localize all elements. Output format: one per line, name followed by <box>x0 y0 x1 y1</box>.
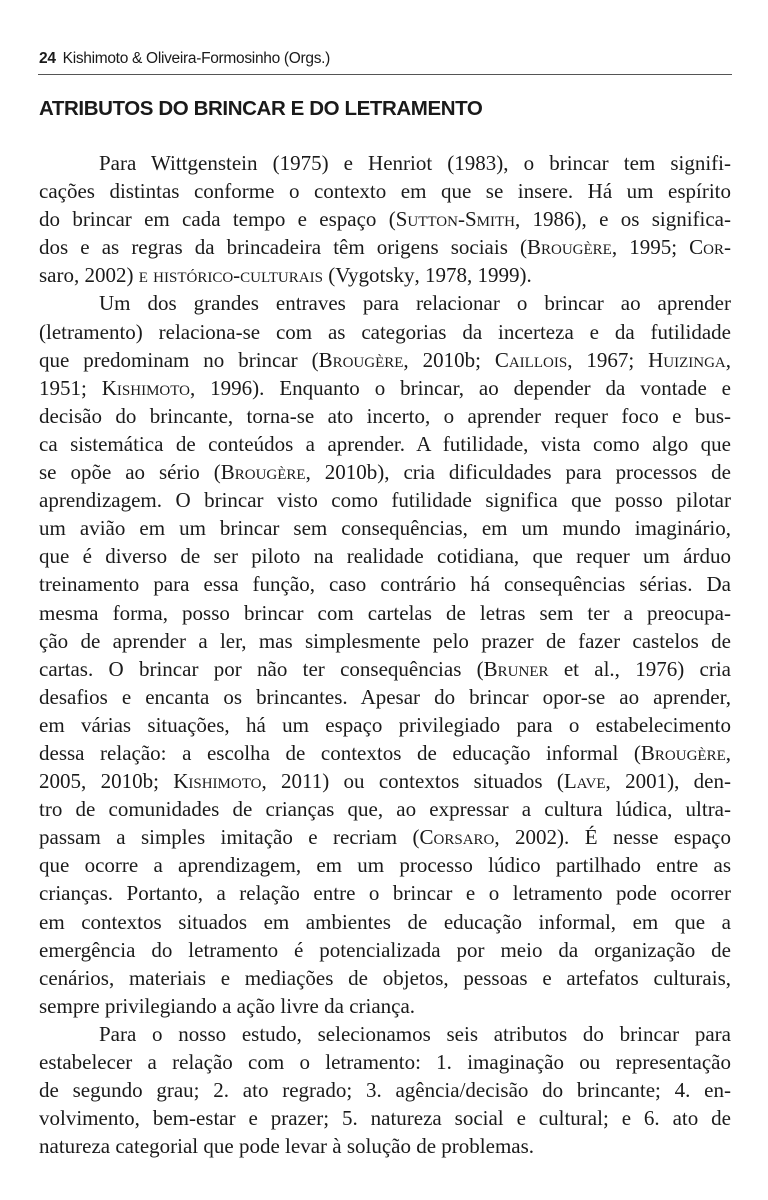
text-segment: ção de aprender a ler, mas simplesmente pelo prazer de fazer castelos de <box>39 628 731 653</box>
header-rule <box>38 74 732 75</box>
text-segment: et al., 1976) cria <box>548 656 731 681</box>
text-segment: desafios e encanta os brincantes. Apesar do brincar opor-se ao aprender, <box>39 684 731 709</box>
text-segment: cações distintas conforme o contexto em que se insere. Há um espírito <box>39 179 731 204</box>
text-line <box>39 1048 731 1076</box>
citation-author: Corsaro <box>419 825 495 850</box>
text-segment: mesma forma, posso brincar com cartelas de letras sem ter a preocupa- <box>39 600 731 625</box>
text-segment: , <box>725 347 732 372</box>
text-line <box>39 1020 731 1048</box>
citation-author: Cor- <box>689 235 731 260</box>
text-line <box>39 711 731 739</box>
paragraph <box>39 149 731 289</box>
text-segment: que ocorre a aprendizagem, em um processo lúdico partilhado entre as <box>39 853 731 878</box>
text-line <box>39 627 731 655</box>
text-segment: ca sistemática de conteúdos a aprender. A futilidade, vista como algo que <box>39 431 731 456</box>
text-segment: cenários, materiais e mediações de objetos, pessoas e artefatos culturais, <box>39 965 731 990</box>
citation-author: Brougère <box>640 740 726 765</box>
text-segment: um avião em um brincar sem consequências, em um mundo imaginário, <box>39 516 731 541</box>
text-segment: saro <box>39 263 74 288</box>
text-segment: Um dos grandes entraves para relacionar o brincar ao aprender <box>99 291 731 316</box>
text-line <box>39 823 731 851</box>
text-segment: , 1996). Enquanto o brincar, ao depender da vontade e <box>190 375 731 400</box>
text-segment: volvimento, bem-estar e prazer; 5. natureza social e cultural; e 6. ato de <box>39 1106 731 1131</box>
citation-author: Sutton-Smith <box>395 207 515 232</box>
text-line <box>39 458 731 486</box>
citation-author: Bruner <box>483 656 549 681</box>
text-line <box>39 1132 731 1160</box>
citation-author: Lave <box>563 769 606 794</box>
text-line <box>39 908 731 936</box>
text-line <box>39 599 731 627</box>
running-title: Kishimoto & Oliveira-Formosinho (Orgs.) <box>62 50 331 67</box>
text-segment: sempre privilegiando a ação livre da criança. <box>39 993 416 1018</box>
text-line <box>39 318 731 346</box>
text-line <box>39 1104 731 1132</box>
text-line <box>39 879 731 907</box>
text-segment: Para o nosso estudo, selecionamos seis atributos do brincar para <box>99 1021 731 1046</box>
text-segment: (letramento) relaciona-se com as categorias da incerteza e da futilidade <box>39 319 731 344</box>
text-line <box>39 964 731 992</box>
text-line <box>39 936 731 964</box>
text-line <box>39 402 731 430</box>
text-line <box>39 795 731 823</box>
text-segment: natureza categorial que pode levar à solução de problemas. <box>39 1134 535 1159</box>
text-line <box>39 851 731 879</box>
text-segment: , <box>725 740 731 765</box>
text-line <box>39 289 731 317</box>
text-segment: aprendizagem. O brincar visto como futilidade significa que posso pilotar <box>39 488 731 513</box>
section-heading: ATRIBUTOS DO BRINCAR E DO LETRAMENTO <box>39 97 483 120</box>
text-line <box>39 374 731 402</box>
text-segment: , 2001), den- <box>605 769 731 794</box>
citation-author: Kishimoto <box>173 769 262 794</box>
citation-author: Brougère <box>318 347 404 372</box>
text-segment: , 1986), e os significa- <box>514 207 731 232</box>
text-line <box>39 542 731 570</box>
text-segment: treinamento para essa função, caso contrário há consequências sérias. Da <box>39 572 731 597</box>
page-number: 24 <box>39 50 56 67</box>
text-segment: tro de comunidades de crianças que, ao expressar a cultura lúdica, ultra- <box>39 797 731 822</box>
text-segment: , 1967; <box>567 347 649 372</box>
text-line <box>39 430 731 458</box>
text-segment: 1951; <box>39 375 102 400</box>
text-segment: que predominam no brincar ( <box>39 347 319 372</box>
text-line <box>39 514 731 542</box>
text-segment: cartas. O brincar por não ter consequências ( <box>39 656 484 681</box>
text-segment: dos e as regras da brincadeira têm origens sociais ( <box>39 235 527 260</box>
text-line <box>39 683 731 711</box>
text-line <box>39 1076 731 1104</box>
text-segment: , 2010b), cria dificuldades para processos de <box>305 460 731 485</box>
text-line <box>39 261 731 289</box>
text-segment: crianças. Portanto, a relação entre o brincar e o letramento pode ocorrer <box>39 881 731 906</box>
running-header <box>39 50 731 68</box>
text-segment: , 2002). É nesse espaço <box>494 825 731 850</box>
text-line <box>39 346 731 374</box>
text-segment: em várias situações, há um espaço privilegiado para o estabelecimento <box>39 712 731 737</box>
text-line <box>39 233 731 261</box>
citation-author: Kishimoto <box>101 375 190 400</box>
text-segment: , 2010b; <box>403 347 495 372</box>
text-segment: decisão do brincante, torna-se ato incerto, o aprender requer foco e bus- <box>39 403 731 428</box>
text-line <box>39 149 731 177</box>
text-segment: que é diverso de ser piloto na realidade cotidiana, que requer um árduo <box>39 544 731 569</box>
citation-author: Brougère <box>527 235 612 260</box>
text-segment: passam a simples imitação e recriam ( <box>39 825 420 850</box>
body-text <box>39 149 731 1160</box>
citation-author: Huizinga <box>648 347 726 372</box>
text-line <box>39 205 731 233</box>
citation-author: Caillois <box>494 347 568 372</box>
text-line <box>39 486 731 514</box>
citation-author: Brougère <box>220 460 306 485</box>
text-segment: emergência do letramento é potencializada por meio da organização de <box>39 937 731 962</box>
text-segment: , 1995; <box>611 235 690 260</box>
text-segment: dessa relação: a escolha de contextos de educação informal ( <box>39 740 641 765</box>
text-segment: Vygotsky <box>335 263 415 288</box>
text-segment: em contextos situados em ambientes de educação informal, em que a <box>39 909 731 934</box>
text-line <box>39 177 731 205</box>
text-segment: estabelecer a relação com o letramento: 1. imaginação ou representação <box>39 1050 731 1074</box>
text-line <box>39 739 731 767</box>
text-line <box>39 570 731 598</box>
text-segment: 2005, 2010b; <box>39 769 174 794</box>
text-line <box>39 767 731 795</box>
text-segment: se opõe ao sério ( <box>39 460 221 485</box>
paragraph <box>39 1020 731 1160</box>
text-line <box>39 655 731 683</box>
text-segment: , 2011) ou contextos situados ( <box>261 769 564 794</box>
text-segment: do brincar em cada tempo e espaço ( <box>39 207 396 232</box>
text-segment: de segundo grau; 2. ato regrado; 3. agência/decisão do brincante; 4. en- <box>39 1078 731 1103</box>
paragraph <box>39 289 731 1019</box>
citation-author: , 1978, 1999). <box>414 263 532 288</box>
citation-author: , 2002) e histórico-culturais ( <box>74 263 336 288</box>
text-line <box>39 992 731 1020</box>
text-segment: Para Wittgenstein (1975) e Henriot (1983), o brincar tem signifi- <box>99 151 731 175</box>
